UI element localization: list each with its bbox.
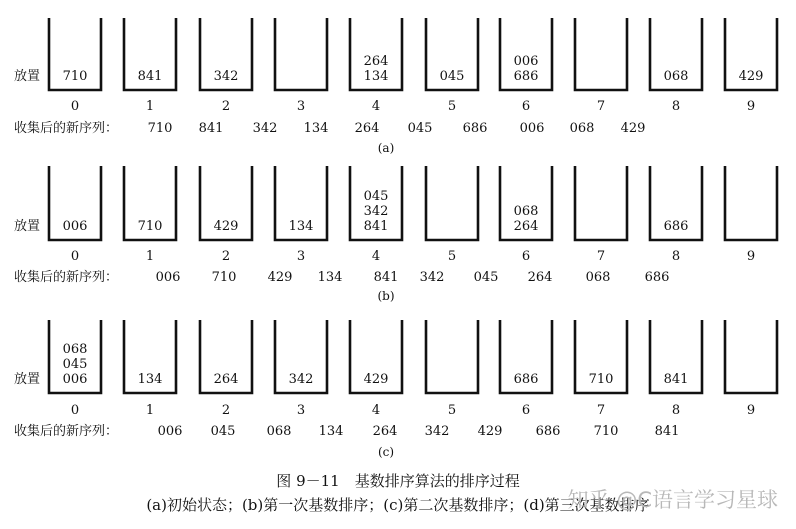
bucket-item: 264	[513, 219, 539, 234]
sequence-value: 686	[644, 270, 670, 285]
sequence-value: 068	[585, 270, 611, 285]
sequence-value: 045	[210, 424, 236, 439]
collected-label: 收集后的新序列：	[14, 424, 119, 439]
bucket-item: 429	[363, 372, 389, 387]
bucket-item: 068	[513, 204, 539, 219]
sequence-value: 134	[318, 424, 344, 439]
bucket-5	[426, 166, 478, 240]
sequence-value: 006	[155, 270, 181, 285]
collected-label: 收集后的新序列：	[14, 270, 119, 285]
bucket-7	[575, 166, 627, 240]
bucket-index: 3	[296, 99, 306, 114]
bucket-item: 134	[137, 372, 163, 387]
bucket-item: 710	[588, 372, 614, 387]
bucket-item: 841	[363, 219, 389, 234]
place-label: 放置	[14, 372, 41, 387]
sequence-value: 264	[354, 121, 380, 136]
sequence-value: 006	[519, 121, 545, 136]
bucket-index: 3	[296, 403, 306, 418]
bucket-3	[275, 18, 327, 90]
bucket-item: 068	[62, 342, 88, 357]
bucket-index: 5	[447, 403, 457, 418]
sequence-value: 068	[569, 121, 595, 136]
bucket-9	[725, 320, 777, 393]
sequence-value: 342	[419, 270, 445, 285]
bucket-index: 4	[371, 249, 381, 264]
bucket-index: 6	[521, 99, 531, 114]
bucket-item: 686	[663, 219, 689, 234]
bucket-index: 1	[145, 403, 155, 418]
sequence-value: 686	[462, 121, 488, 136]
bucket-index: 9	[746, 99, 756, 114]
collected-label: 收集后的新序列：	[14, 121, 119, 136]
bucket-item: 342	[213, 69, 239, 84]
sequence-value: 710	[593, 424, 619, 439]
bucket-7	[575, 18, 627, 90]
bucket-index: 9	[746, 249, 756, 264]
panel-tag: (a)	[377, 141, 395, 155]
bucket-index: 1	[145, 249, 155, 264]
bucket-index: 3	[296, 249, 306, 264]
bucket-item: 134	[288, 219, 314, 234]
sequence-value: 429	[477, 424, 503, 439]
sequence-value: 068	[266, 424, 292, 439]
bucket-item: 006	[513, 54, 539, 69]
bucket-item: 006	[62, 372, 88, 387]
bucket-index: 8	[671, 249, 681, 264]
bucket-9	[725, 166, 777, 240]
watermark: 知乎 @C语言学习星球	[567, 488, 778, 512]
sequence-value: 710	[147, 121, 173, 136]
bucket-item: 841	[663, 372, 689, 387]
bucket-index: 1	[145, 99, 155, 114]
bucket-item: 342	[288, 372, 314, 387]
figure-subtitle: (a)初始状态；(b)第一次基数排序；(c)第二次基数排序；(d)第三次基数排序	[146, 496, 650, 514]
bucket-index: 2	[221, 403, 231, 418]
bucket-index: 0	[70, 99, 80, 114]
bucket-index: 7	[596, 99, 606, 114]
bucket-item: 068	[663, 69, 689, 84]
bucket-index: 0	[70, 403, 80, 418]
sequence-value: 006	[157, 424, 183, 439]
bucket-item: 429	[213, 219, 239, 234]
bucket-item: 264	[363, 54, 389, 69]
bucket-item: 045	[363, 189, 389, 204]
bucket-index: 8	[671, 403, 681, 418]
bucket-item: 710	[62, 69, 88, 84]
panel-tag: (b)	[377, 289, 395, 303]
sequence-value: 045	[407, 121, 433, 136]
bucket-index: 5	[447, 99, 457, 114]
bucket-item: 429	[738, 69, 764, 84]
sequence-value: 686	[535, 424, 561, 439]
sequence-value: 841	[198, 121, 224, 136]
sequence-value: 134	[303, 121, 329, 136]
bucket-index: 4	[371, 99, 381, 114]
sequence-value: 342	[424, 424, 450, 439]
figure-title: 图 9－11 基数排序算法的排序过程	[276, 472, 520, 490]
bucket-item: 264	[213, 372, 239, 387]
bucket-item: 045	[62, 357, 88, 372]
bucket-item: 710	[137, 219, 163, 234]
bucket-index: 7	[596, 403, 606, 418]
bucket-index: 6	[521, 403, 531, 418]
sequence-value: 429	[620, 121, 646, 136]
sequence-value: 841	[654, 424, 680, 439]
panel-tag: (c)	[377, 445, 395, 459]
sequence-value: 264	[372, 424, 398, 439]
sequence-value: 841	[373, 270, 399, 285]
bucket-index: 6	[521, 249, 531, 264]
sequence-value: 045	[473, 270, 499, 285]
place-label: 放置	[14, 219, 41, 234]
bucket-index: 5	[447, 249, 457, 264]
sequence-value: 342	[252, 121, 278, 136]
bucket-index: 9	[746, 403, 756, 418]
sequence-value: 264	[527, 270, 553, 285]
bucket-index: 2	[221, 249, 231, 264]
bucket-index: 0	[70, 249, 80, 264]
bucket-item: 006	[62, 219, 88, 234]
bucket-item: 134	[363, 69, 389, 84]
bucket-item: 841	[137, 69, 163, 84]
bucket-index: 4	[371, 403, 381, 418]
bucket-5	[426, 320, 478, 393]
bucket-item: 686	[513, 372, 539, 387]
sequence-value: 429	[267, 270, 293, 285]
bucket-item: 342	[363, 204, 389, 219]
sequence-value: 710	[211, 270, 237, 285]
bucket-item: 686	[513, 69, 539, 84]
bucket-index: 2	[221, 99, 231, 114]
bucket-item: 045	[439, 69, 465, 84]
sequence-value: 134	[317, 270, 343, 285]
bucket-index: 7	[596, 249, 606, 264]
bucket-index: 8	[671, 99, 681, 114]
place-label: 放置	[14, 69, 41, 84]
